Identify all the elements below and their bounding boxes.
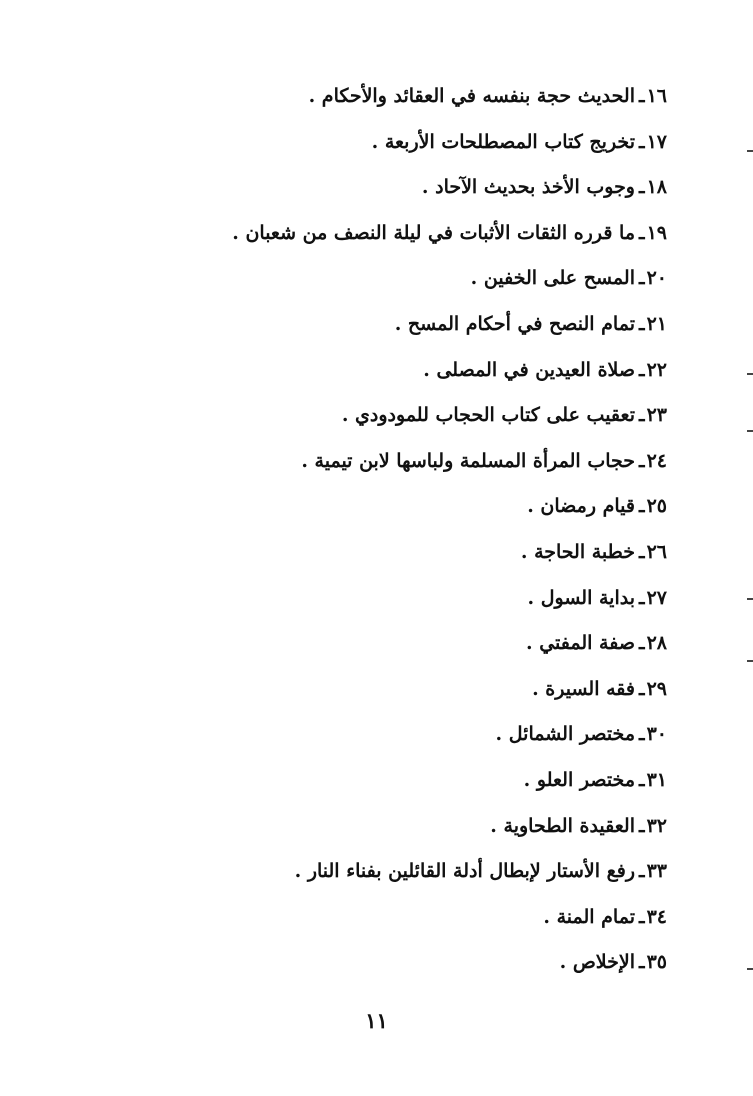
list-item xyxy=(67,667,667,713)
item-number: ٣٠ xyxy=(646,723,667,746)
item-separator: ـ xyxy=(639,586,645,609)
scan-edge-mark xyxy=(747,430,753,432)
item-number: ٣٢ xyxy=(646,814,667,837)
list-item xyxy=(67,621,667,667)
list-item xyxy=(67,256,667,302)
list-item xyxy=(67,74,667,120)
list-item xyxy=(67,484,667,530)
item-title: المسح على الخفين . xyxy=(470,267,635,290)
list-item xyxy=(67,758,667,804)
item-title: مختصر الشمائل . xyxy=(495,723,635,746)
item-separator: ـ xyxy=(639,723,645,746)
item-number: ٢٦ xyxy=(646,540,667,563)
item-number: ١٦ xyxy=(646,85,667,107)
scan-edge-mark xyxy=(747,150,753,152)
item-title: تخريج كتاب المصطلحات الأربعة . xyxy=(371,130,635,153)
item-separator: ـ xyxy=(639,814,645,837)
item-title: ما قرره الثقات الأثبات في ليلة النصف من شعبان . xyxy=(232,221,635,244)
list-item xyxy=(67,211,667,257)
item-separator: ـ xyxy=(639,860,645,883)
item-separator: ـ xyxy=(639,495,645,518)
list-item xyxy=(67,849,667,895)
item-title: بداية السول . xyxy=(527,586,635,609)
item-title: قيام رمضان . xyxy=(527,495,635,518)
item-title: رفع الأستار لإبطال أدلة القائلين بفناء النار . xyxy=(294,860,635,883)
item-number: ٢٣ xyxy=(646,404,667,427)
item-number: ١٧ xyxy=(646,130,667,153)
item-separator: ـ xyxy=(639,540,645,563)
item-number: ٣١ xyxy=(646,768,667,791)
item-separator: ـ xyxy=(639,404,645,427)
list-item xyxy=(67,712,667,758)
item-number: ٣٥ xyxy=(646,951,667,974)
item-title: مختصر العلو . xyxy=(523,768,635,791)
scan-edge-mark xyxy=(747,660,753,662)
list-item xyxy=(67,940,667,986)
item-title: وجوب الأخذ بحديث الآحاد . xyxy=(421,176,635,199)
item-title: العقيدة الطحاوية . xyxy=(490,814,635,837)
item-number: ٢٢ xyxy=(646,358,667,381)
item-number: ١٩ xyxy=(646,221,667,244)
list-item xyxy=(67,393,667,439)
list-item xyxy=(67,439,667,485)
list-item xyxy=(67,120,667,166)
item-separator: ـ xyxy=(639,951,645,974)
list-item xyxy=(67,165,667,211)
list-item xyxy=(67,530,667,576)
item-title: فقه السيرة . xyxy=(532,677,635,700)
works-list xyxy=(67,74,667,986)
item-separator: ـ xyxy=(639,312,645,335)
item-number: ٣٣ xyxy=(646,860,667,883)
item-separator: ـ xyxy=(639,176,645,199)
scan-edge-mark xyxy=(747,598,753,600)
item-separator: ـ xyxy=(639,449,645,472)
list-item xyxy=(67,302,667,348)
item-separator: ـ xyxy=(639,905,645,928)
item-separator: ـ xyxy=(639,768,645,791)
item-number: ٣٤ xyxy=(646,905,667,928)
item-title: الحديث حجة بنفسه في العقائد والأحكام . xyxy=(308,85,635,107)
item-number: ٢٩ xyxy=(646,677,667,700)
list-item xyxy=(67,576,667,622)
item-title: حجاب المرأة المسلمة ولباسها لابن تيمية . xyxy=(301,449,635,472)
item-title: تمام المنة . xyxy=(543,905,635,928)
item-number: ٢٨ xyxy=(646,632,667,655)
item-number: ٢١ xyxy=(646,312,667,335)
item-number: ١٨ xyxy=(646,176,667,199)
page-number: ١١ xyxy=(365,1008,388,1033)
scan-edge-mark xyxy=(747,968,753,970)
item-title: خطبة الحاجة . xyxy=(520,540,635,563)
item-number: ٢٠ xyxy=(646,267,667,290)
item-separator: ـ xyxy=(639,632,645,655)
item-number: ٢٥ xyxy=(646,495,667,518)
list-item xyxy=(67,348,667,394)
item-title: تعقيب على كتاب الحجاب للمودودي . xyxy=(341,404,635,427)
item-title: الإخلاص . xyxy=(559,951,635,974)
item-number: ٢٤ xyxy=(646,449,667,472)
list-item xyxy=(67,895,667,941)
item-separator: ـ xyxy=(639,85,645,107)
item-title: صفة المفتي . xyxy=(525,632,635,655)
item-number: ٢٧ xyxy=(646,586,667,609)
item-separator: ـ xyxy=(639,267,645,290)
item-separator: ـ xyxy=(639,221,645,244)
item-separator: ـ xyxy=(639,358,645,381)
list-item xyxy=(67,804,667,850)
item-title: تمام النصح في أحكام المسح . xyxy=(394,312,635,335)
item-separator: ـ xyxy=(639,130,645,153)
item-title: صلاة العيدين في المصلى . xyxy=(423,358,635,381)
item-separator: ـ xyxy=(639,677,645,700)
scan-edge-mark xyxy=(747,373,753,375)
